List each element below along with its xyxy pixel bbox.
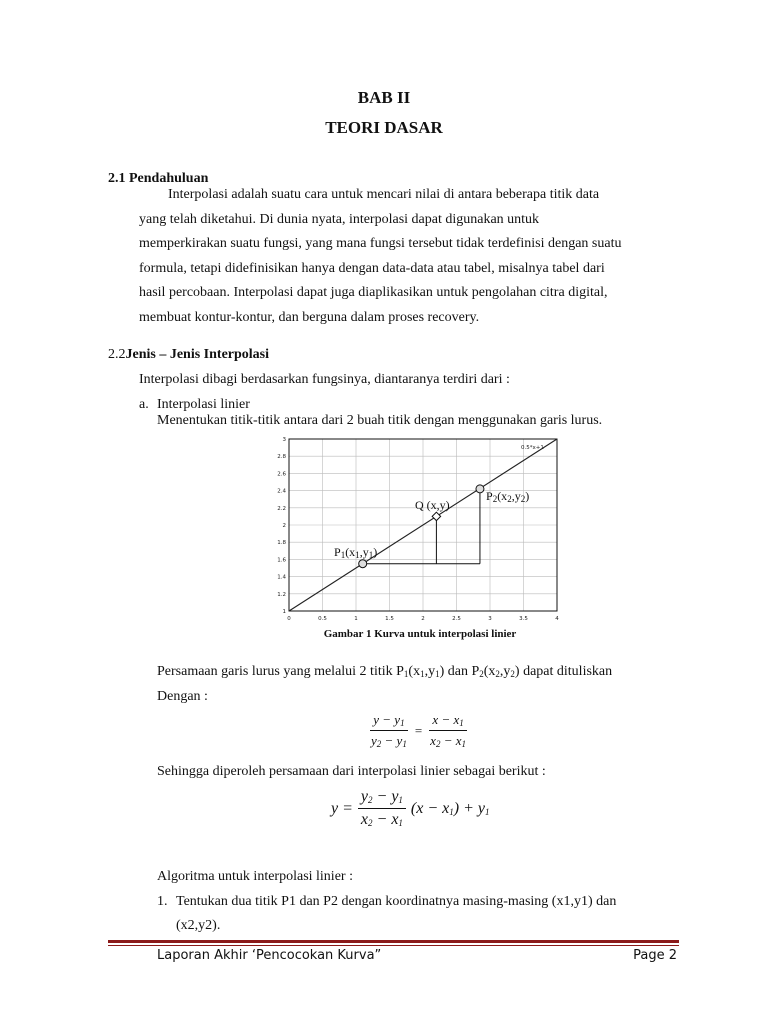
equation-interpolation: y = $\frac{y_2 - y_1}{x_2 - x_1}$ $(x - x_1) + y_1$ — [331, 788, 490, 828]
section-title-pendahuluan: 2.1 Pendahuluan — [108, 171, 209, 186]
x-tick-label: 1.5 — [385, 616, 394, 622]
paragraph-line: Interpolasi adalah suatu cara untuk mencari nilai di antara beberapa titik data — [168, 187, 600, 202]
footer-title: Laporan Akhir ‘Pencocokan Kurva” — [157, 948, 382, 963]
section-intro: Interpolasi dibagi berdasarkan fungsinya, diantaranya terdiri dari : — [139, 372, 510, 387]
algorithm-step-1 — [176, 890, 677, 915]
equation-intro-line-2: Dengan : — [157, 689, 208, 704]
chapter-number: BAB II — [357, 88, 411, 107]
paragraph-line: membuat kontur-kontur, dan berguna dalam proses recovery. — [139, 309, 480, 325]
point-p1 — [359, 560, 367, 568]
y-tick-label: 1.8 — [277, 540, 286, 547]
x-tick-label: 3 — [488, 616, 492, 622]
legend-label: 0.5*x+1 — [521, 445, 544, 451]
paragraph-line: yang telah diketahui. Di dunia nyata, interpolasi dapat digunakan untuk — [139, 211, 540, 227]
y-tick-label: 2.2 — [277, 505, 286, 512]
x-tick-label: 2.5 — [452, 616, 461, 622]
point-p2 — [476, 485, 484, 493]
derivation-text: Sehingga diperoleh persamaan dari interpolasi linier sebagai berikut : — [157, 764, 546, 779]
paragraph-line: memperkirakan suatu fungsi, yang mana fungsi tersebut tidak terdefinisi dengan suatu — [139, 236, 622, 252]
section-title-text: Jenis – Jenis Interpolasi — [125, 347, 270, 362]
y-tick-label: 2.6 — [277, 471, 286, 478]
paragraph-line: formula, tetapi didefinisikan hanya dengan data-data atau tabel, misalnya tabel dari — [139, 260, 605, 276]
y-tick-label: 1 — [282, 609, 286, 615]
list-item-marker: a. — [139, 397, 149, 412]
label-p2: $P_2(x_2,y_2)$ — [486, 489, 530, 504]
intro-paragraph — [139, 183, 677, 331]
x-tick-label: 0 — [287, 616, 291, 622]
algorithm-step-line: Tentukan dua titik P1 dan P2 dengan koordinatnya masing-masing (x1,y1) dan — [176, 894, 617, 909]
x-tick-label: 4 — [555, 616, 559, 622]
algorithm-step-number: 1. — [157, 894, 168, 909]
list-item-description: Menentukan titik-titik antara dari 2 buah titik dengan menggunakan garis lurus. — [157, 413, 603, 428]
x-tick-label: 2 — [421, 616, 425, 622]
y-tick-label: 2.4 — [277, 488, 286, 495]
x-tick-label: 1 — [354, 616, 358, 622]
y-tick-label: 3 — [282, 437, 286, 443]
y-tick-label: 1.6 — [277, 557, 286, 564]
paragraph-line: hasil percobaan. Interpolasi dapat juga diaplikasikan untuk pengolahan citra digital, — [139, 285, 608, 301]
x-tick-label: 0.5 — [318, 616, 327, 622]
figure-caption: Gambar 1 Kurva untuk interpolasi linier — [323, 628, 517, 640]
chapter-title: TEORI DASAR — [325, 118, 443, 137]
page-number: Page 2 — [633, 948, 677, 963]
equation-line-ratio: $\frac{y - y_1}{y_2 - y_1}$ = $\frac{x - x_1}{x_2 - x_1}$ — [371, 712, 466, 749]
algorithm-title: Algoritma untuk interpolasi linier : — [157, 869, 353, 884]
y-tick-label: 1.4 — [277, 574, 286, 581]
label-q: Q (x,y) — [415, 498, 450, 512]
footer-rule-thin — [108, 945, 679, 946]
point-q — [432, 512, 440, 520]
label-p1: $P_1(x_1,y_1)$ — [334, 545, 378, 560]
x-tick-label: 3.5 — [519, 616, 528, 622]
y-tick-label: 2.8 — [277, 454, 286, 461]
interpolation-chart — [270, 432, 570, 627]
algorithm-step-line-2: (x2,y2). — [176, 918, 221, 933]
y-tick-label: 1.2 — [277, 591, 286, 598]
section-number: 2.2 — [108, 347, 126, 362]
y-tick-label: 2 — [282, 523, 286, 529]
section-title-jenis — [108, 347, 269, 363]
list-item-title: Interpolasi linier — [157, 397, 250, 412]
equation-intro-line: Persamaan garis lurus yang melalui 2 titik $P_1(x_1,y_1)$ dan $P_2(x_2,y_2)$ dapat dituliskan — [157, 664, 613, 679]
footer-rule-thick — [108, 940, 679, 943]
